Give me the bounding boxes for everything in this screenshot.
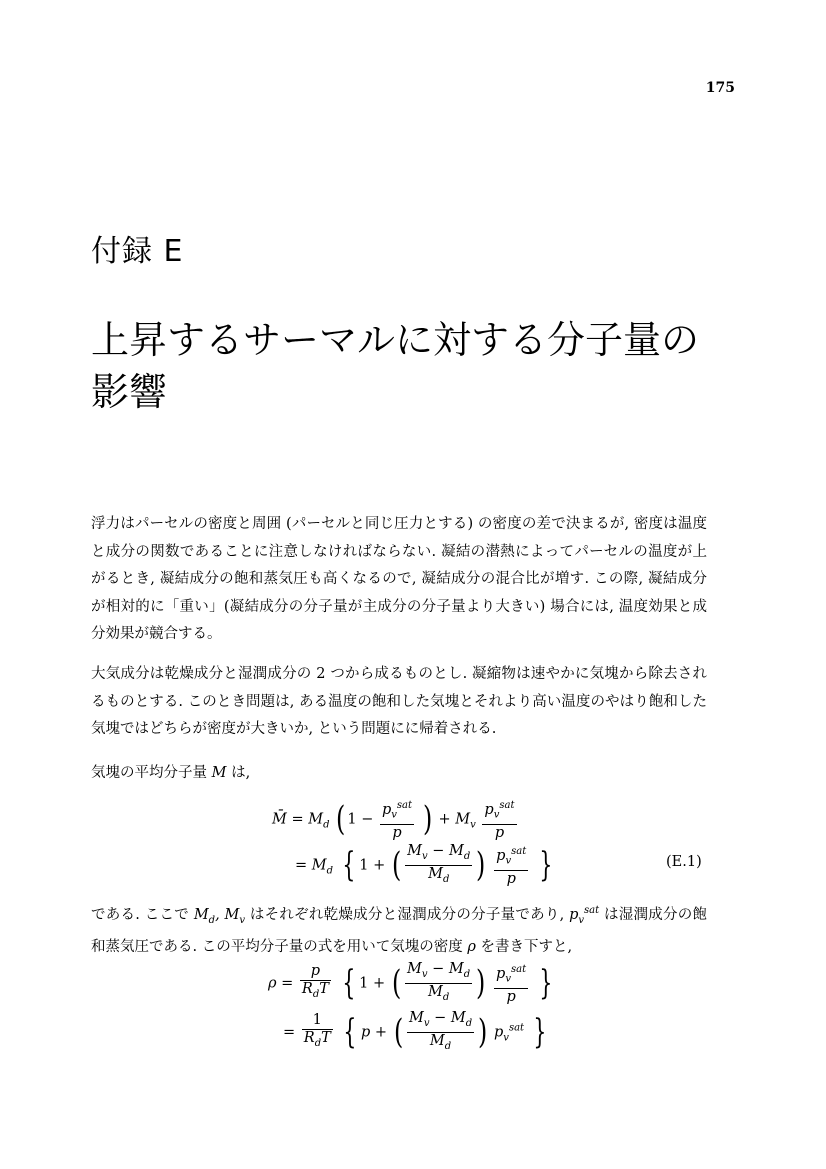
- variable-M: M: [211, 765, 227, 781]
- page-number: 175: [705, 80, 735, 96]
- equation-density-line2: = $\frac{1}{R_dT}$ { p + ( $\frac{M_v - M_d}{M_d}$ ) $p_v^{sat}$ }: [283, 1010, 546, 1053]
- paragraph-4: [91, 897, 707, 962]
- variable-pv-sat: $p_v^{sat}$: [569, 905, 600, 926]
- paragraph-3: [91, 760, 707, 788]
- equation-density-line1: ρ = $\frac{p}{R_dT}$ { 1 + ( $\frac{M_v - M_d}{M_d}$ ) $\frac{p_v^{sat}}{p}$ }: [268, 961, 553, 1005]
- equation-e1-line2: = $M_d$ { 1 + ( $\frac{M_v - M_d}{M_d}$ ) $\frac{p_v^{sat}}{p}$ }: [295, 843, 553, 887]
- variables-Md-Mv: $M_d$, $M_v$: [193, 906, 246, 926]
- paragraph-4-part-c: は湿潤成分の飽和蒸気圧である. この平均分子量の式を用いて気塊の密度: [91, 906, 708, 956]
- paragraph-3-prefix: 気塊の平均分子量: [91, 765, 207, 781]
- variable-rho: ρ: [467, 939, 476, 956]
- paragraph-2: 大気成分は乾燥成分と湿潤成分の 2 つから成るものとし. 凝縮物は速やかに気塊から除去されるものとする. このとき問題は, ある温度の飽和した気塊とそれより高い温度のやはり飽和した気塊ではどちらが密度が大きいか, という問題にに帰着される.: [91, 666, 707, 737]
- paragraph-1: 浮力はパーセルの密度と周囲 (パーセルと同じ圧力とする) の密度の差で決まるが, 密度は温度と成分の関数であることに注意しなければならない. 凝結の潜熱によってパーセルの温度が上がるとき, 凝結成分の飽和蒸気圧も高くなるので, 凝結成分の混合比が増す. この際, 凝結成分が相対的に「重い」(凝結成分の分子量が主成分の分子量より大きい) 場合には, 温度効果と成分効果が競合する。: [91, 516, 707, 642]
- appendix-label: 付録 E: [91, 234, 184, 269]
- paragraph-3-suffix: は,: [231, 765, 251, 781]
- equation-number: (E.1): [666, 854, 702, 870]
- equation-e1-line1: M̄ = $M_d$ ( 1 − $\frac{p_v^{sat}}{p}$ ) + $M_v$ $\frac{p_v^{sat}}{p}$: [272, 797, 519, 842]
- chapter-title: 上昇するサーマルに対する分子量の影響: [91, 318, 700, 414]
- paragraph-4-part-d: を書き下すと,: [480, 939, 573, 956]
- paragraph-4-part-a: である. ここで: [91, 906, 189, 923]
- paragraph-4-part-b: はそれぞれ乾燥成分と湿潤成分の分子量であり,: [249, 906, 565, 923]
